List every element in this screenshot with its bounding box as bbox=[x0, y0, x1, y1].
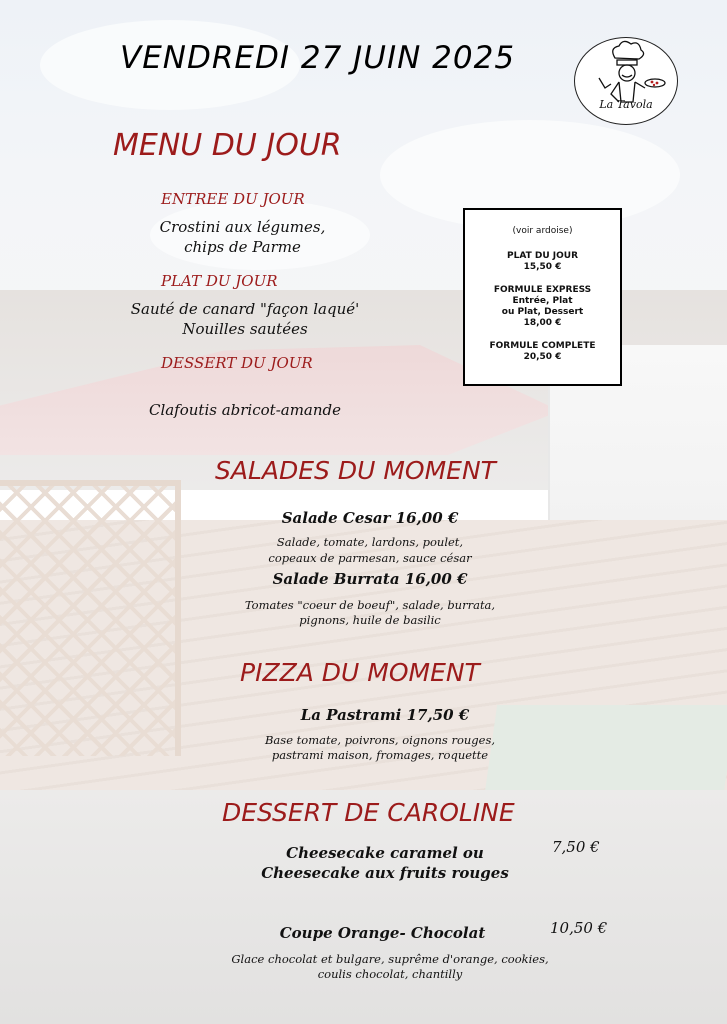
logo-text: La Tavola bbox=[599, 98, 653, 111]
dessert-label: DESSERT DU JOUR bbox=[161, 354, 313, 372]
cheesecake-line-1: Cheesecake caramel ou bbox=[286, 844, 484, 862]
chef-with-pizza-icon bbox=[575, 38, 677, 124]
formule-complete-label: FORMULE COMPLETE bbox=[489, 341, 596, 351]
coupe-orange-price: 10,50 € bbox=[550, 919, 608, 937]
formule-complete-price: 20,50 € bbox=[523, 352, 562, 362]
pastrami-title: La Pastrami 17,50 € bbox=[300, 706, 470, 724]
price-box-note: (voir ardoise) bbox=[512, 226, 573, 236]
pastrami-desc-2: pastrami maison, fromages, roquette bbox=[271, 748, 489, 762]
formule-express-price: 18,00 € bbox=[523, 318, 562, 328]
plat-line-2: Nouilles sautées bbox=[182, 320, 308, 338]
formule-express-line-1: Entrée, Plat bbox=[512, 296, 573, 306]
cheesecake-price: 7,50 € bbox=[552, 838, 600, 856]
pizza-heading: PIZZA DU MOMENT bbox=[240, 658, 480, 687]
menu-du-jour-heading: MENU DU JOUR bbox=[113, 128, 342, 163]
entree-label: ENTREE DU JOUR bbox=[161, 190, 305, 208]
cheesecake-line-2: Cheesecake aux fruits rouges bbox=[261, 864, 509, 882]
salades-heading: SALADES DU MOMENT bbox=[215, 456, 496, 485]
logo bbox=[574, 37, 678, 125]
salade-cesar-desc-1: Salade, tomate, lardons, poulet, bbox=[276, 535, 464, 549]
pastrami-desc-1: Base tomate, poivrons, oignons rouges, bbox=[264, 733, 496, 747]
salade-cesar-desc-2: copeaux de parmesan, sauce césar bbox=[268, 551, 472, 565]
entree-line-2: chips de Parme bbox=[184, 238, 301, 256]
entree-line-1: Crostini aux légumes, bbox=[159, 218, 326, 236]
coupe-orange-desc-1: Glace chocolat et bulgare, suprême d'orange, cookies, bbox=[231, 952, 549, 966]
formule-express-line-2: ou Plat, Dessert bbox=[501, 307, 584, 317]
dessert-caroline-heading: DESSERT DE CAROLINE bbox=[222, 798, 515, 827]
plat-line-1: Sauté de canard "façon laqué' bbox=[130, 300, 360, 318]
coupe-orange-title: Coupe Orange- Chocolat bbox=[279, 924, 486, 942]
salade-burrata-desc-1: Tomates "coeur de boeuf", salade, burrata, bbox=[244, 598, 496, 612]
salade-cesar-title: Salade Cesar 16,00 € bbox=[281, 509, 459, 527]
salade-burrata-title: Salade Burrata 16,00 € bbox=[272, 570, 468, 588]
formule-express-label: FORMULE EXPRESS bbox=[493, 285, 592, 295]
plat-label: PLAT DU JOUR bbox=[161, 272, 278, 290]
coupe-orange-desc-2: coulis chocolat, chantilly bbox=[317, 967, 463, 981]
price-box bbox=[463, 208, 622, 386]
plat-du-jour-price: 15,50 € bbox=[523, 262, 562, 272]
salade-burrata-desc-2: pignons, huile de basilic bbox=[299, 613, 441, 627]
plat-du-jour-label: PLAT DU JOUR bbox=[506, 251, 579, 261]
dessert-line-1: Clafoutis abricot-amande bbox=[148, 401, 342, 419]
page-title: VENDREDI 27 JUIN 2025 bbox=[120, 40, 516, 76]
